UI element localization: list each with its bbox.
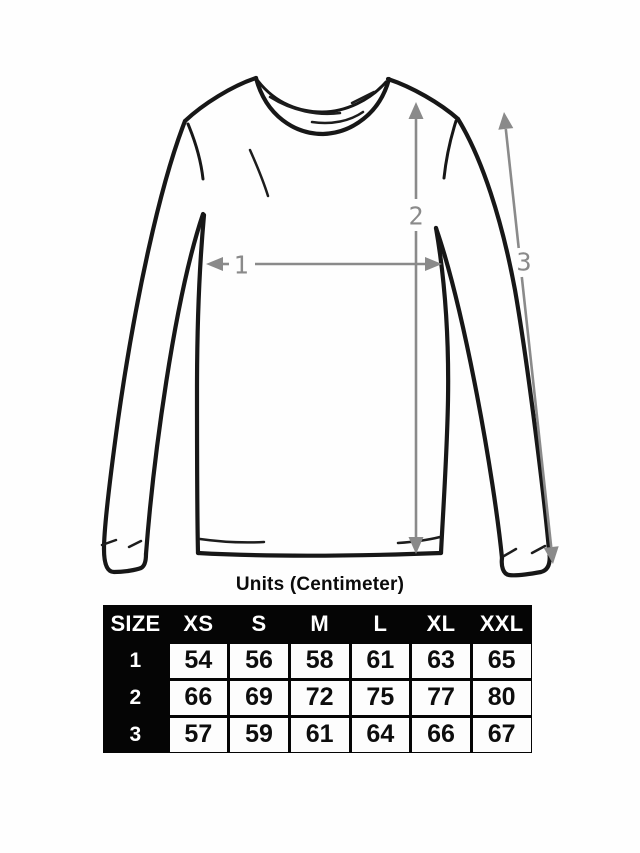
- units-label: Units (Centimeter): [235, 574, 405, 595]
- right-cuff-notch: [532, 546, 545, 553]
- hem-stitch-line: [200, 539, 264, 542]
- size-value-cell: 61: [352, 644, 410, 678]
- right-cuff-notch: [504, 549, 516, 556]
- left-shoulder: [185, 78, 256, 121]
- body-right-edge: [436, 228, 448, 553]
- size-value-cell: 66: [170, 681, 228, 715]
- col-header-xs: XS: [183, 610, 214, 636]
- shirt-illustration: [102, 78, 550, 575]
- size-value-cell: 66: [412, 718, 470, 752]
- size-value-cell: 77: [412, 681, 470, 715]
- size-value-cell: 57: [170, 718, 228, 752]
- size-value-cell: 56: [230, 644, 288, 678]
- hem-bottom-edge: [198, 553, 441, 556]
- size-value-cell: 61: [291, 718, 349, 752]
- row-label-1: 1: [129, 648, 142, 672]
- left-cuff-notch: [129, 541, 141, 547]
- measurement-label-1: 1: [233, 250, 249, 280]
- collar-outer-curve: [256, 78, 389, 134]
- right-sleeve-inner-edge: [436, 228, 502, 558]
- size-value-cell: 63: [412, 644, 470, 678]
- size-value-cell: 67: [473, 718, 531, 752]
- measurement-label-3: 3: [516, 247, 532, 277]
- size-value-cell: 58: [291, 644, 349, 678]
- size-value-cell: 69: [230, 681, 288, 715]
- right-sleeve-outer-edge: [458, 119, 549, 550]
- measurement-arrow-2: [408, 102, 423, 554]
- size-value-cell: 72: [291, 681, 349, 715]
- size-value-cell: 59: [230, 718, 288, 752]
- size-value-cell: 80: [473, 681, 531, 715]
- arrow-up-head: [409, 102, 424, 119]
- size-value-cell: 75: [352, 681, 410, 715]
- chest-crease: [250, 150, 268, 196]
- col-header-m: M: [310, 610, 329, 636]
- col-header-size: SIZE: [110, 610, 161, 636]
- col-header-l: L: [373, 610, 388, 636]
- left-sleeve-seam: [188, 124, 203, 179]
- row-label-2: 2: [129, 685, 142, 709]
- left-sleeve-inner-edge: [146, 214, 203, 554]
- size-table: [103, 605, 532, 753]
- arrow-down-head: [409, 537, 424, 554]
- right-sleeve-seam: [444, 121, 456, 178]
- row-label-3: 3: [129, 722, 142, 746]
- col-header-xxl: XXL: [479, 610, 524, 636]
- size-value-cell: 54: [170, 644, 228, 678]
- body-left-edge: [197, 215, 204, 553]
- arrow-up-head: [498, 112, 513, 130]
- arrow-left-head: [206, 257, 223, 271]
- left-cuff: [104, 549, 146, 572]
- col-header-s: S: [251, 610, 267, 636]
- size-value-cell: 64: [352, 718, 410, 752]
- col-header-xl: XL: [426, 610, 456, 636]
- measurement-arrow-3: [498, 112, 558, 564]
- measurement-label-2: 2: [408, 201, 424, 231]
- right-shoulder: [388, 79, 458, 119]
- size-value-cell: 65: [473, 644, 531, 678]
- measurement-arrow-1: [206, 251, 442, 280]
